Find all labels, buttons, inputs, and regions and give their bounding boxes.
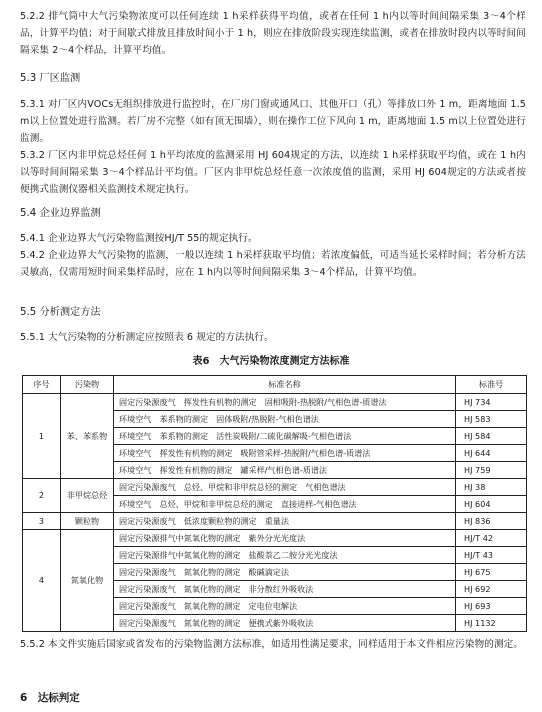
standard-code: HJ 604 [456, 496, 527, 513]
standard-name: 固定污染源废气 总烃、甲烷和非甲烷总烃的测定 气相色谱法 [114, 479, 456, 496]
standard-name: 固定污染源排气中氮氧化物的测定 紫外分光光度法 [114, 530, 456, 547]
standard-name: 环境空气 挥发性有机物的测定 吸附管采样-热脱附/气相色谱-质谱法 [114, 445, 456, 462]
standard-code: HJ 836 [456, 513, 527, 530]
header-no: 序号 [23, 376, 61, 394]
standard-code: HJ/T 43 [456, 547, 527, 564]
standard-name: 固定污染源废气 氮氧化物的测定 酸碱滴定法 [114, 564, 456, 581]
standard-code: HJ 692 [456, 581, 527, 598]
paragraph-5-4-1: 5.4.1 企业边界大气污染物监测按HJ/T 55的规定执行。 [20, 233, 258, 244]
standard-code: HJ 644 [456, 445, 527, 462]
standards-table [22, 375, 527, 632]
standard-name: 固定污染源排气中氮氧化物的测定 盐酸萘乙二胺分光光度法 [114, 547, 456, 564]
standard-code: HJ 38 [456, 479, 527, 496]
standard-name: 固定污染源废气 氮氧化物的测定 定电位电解法 [114, 598, 456, 615]
standard-code: HJ 1132 [456, 615, 527, 632]
standard-name: 环境空气 苯系物的测定 活性炭吸附/二硫化碳解吸-气相色谱法 [114, 428, 456, 445]
row-number: 3 [23, 513, 61, 530]
header-standard-name: 标准名称 [114, 376, 456, 394]
paragraph-5-5-2: 5.5.2 本文件实施后国家或省发布的污染物监测方法标准，如适用性满足要求，同样适用于本文件相应污染物的测定。 [20, 639, 524, 650]
row-number: 4 [23, 530, 61, 632]
standard-name: 固定污染源废气 氮氧化物的测定 便携式紫外吸收法 [114, 615, 456, 632]
row-number: 2 [23, 479, 61, 513]
standard-name: 环境空气 总烃、甲烷和非甲烷总烃的测定 直接进样-气相色谱法 [114, 496, 456, 513]
heading-6: 6 达标判定 [20, 692, 80, 704]
table-row [23, 530, 527, 547]
standard-code: HJ 734 [456, 394, 527, 411]
paragraph-5-2-2: 5.2.2 排气筒中大气污染物浓度可以任何连续 1 h采样获得平均值，或者在任何 1 h内以等时间间隔采集 3～4个样品，计算平均值；对于间歇式排放且排放时间小于 1 h，则应在排放阶段实现连续监测，或者在排放时段内以等时间间隔采集 2～4个样品，计算平均值。 [20, 11, 526, 56]
heading-5-3: 5.3 厂区监测 [20, 73, 81, 84]
pollutant-cell: 颗粒物 [61, 513, 114, 530]
standard-code: HJ 583 [456, 411, 527, 428]
table-row [23, 479, 527, 496]
standard-code: HJ 675 [456, 564, 527, 581]
pollutant-cell: 苯、苯系物 [61, 394, 114, 479]
standard-name: 环境空气 苯系物的测定 固体吸附/热脱附-气相色谱法 [114, 411, 456, 428]
pollutant-cell: 氮氧化物 [61, 530, 114, 632]
paragraph-5-4-2: 5.4.2 企业边界大气污染物的监测，一般以连续 1 h采样获取平均值；若浓度偏低，可适当延长采样时间；若分析方法灵敏高，仅需用短时间采集样品时，应在 1 h内以等时间间隔采集 3～4个样品，计算平均值。 [20, 250, 526, 278]
standard-name: 固定污染源废气 挥发性有机物的测定 固相吸附-热脱附/气相色谱-质谱法 [114, 394, 456, 411]
header-pollutant: 污染物 [61, 376, 114, 394]
table-header-row [23, 376, 527, 394]
standard-code: HJ/T 42 [456, 530, 527, 547]
standard-name: 固定污染源废气 氮氧化物的测定 非分散红外吸收法 [114, 581, 456, 598]
standard-code: HJ 693 [456, 598, 527, 615]
paragraph-5-5-1: 5.5.1 大气污染物的分析测定应按照表 6 规定的方法执行。 [20, 332, 274, 343]
heading-5-4: 5.4 企业边界监测 [20, 208, 101, 219]
pollutant-cell: 非甲烷总烃 [61, 479, 114, 513]
row-number: 1 [23, 394, 61, 479]
header-standard-code: 标准号 [456, 376, 527, 394]
table-row [23, 513, 527, 530]
table-row [23, 394, 527, 411]
standard-code: HJ 759 [456, 462, 527, 479]
standard-code: HJ 584 [456, 428, 527, 445]
heading-5-5: 5.5 分析测定方法 [20, 307, 101, 318]
paragraph-5-3-2: 5.3.2 厂区内非甲烷总烃任何 1 h平均浓度的监测采用 HJ 604规定的方法，以连续 1 h采样获取平均值，或在 1 h内以等时间间隔采集 3～4个样品计平均值。厂区内非甲烷总烃任意一次浓度值的监测，采用 HJ 604规定的方法或者按便携式监测仪器相关监测技术规定执行。 [20, 150, 526, 195]
standard-name: 固定污染源废气 低浓度颗粒物的测定 重量法 [114, 513, 456, 530]
table-caption: 表6 大气污染物浓度测定方法标准 [192, 356, 350, 367]
standard-name: 环境空气 挥发性有机物的测定 罐采样/气相色谱-质谱法 [114, 462, 456, 479]
paragraph-5-3-1: 5.3.1 对厂区内VOCs无组织排放进行监控时，在厂房门窗或通风口、其他开口（孔）等排放口外 1 m，距离地面 1.5 m以上位置处进行监测。若厂房不完整（如有顶无围墙），则在操作工位下风向 1 m，距离地面 1.5 m以上位置处进行监测。 [20, 99, 526, 144]
